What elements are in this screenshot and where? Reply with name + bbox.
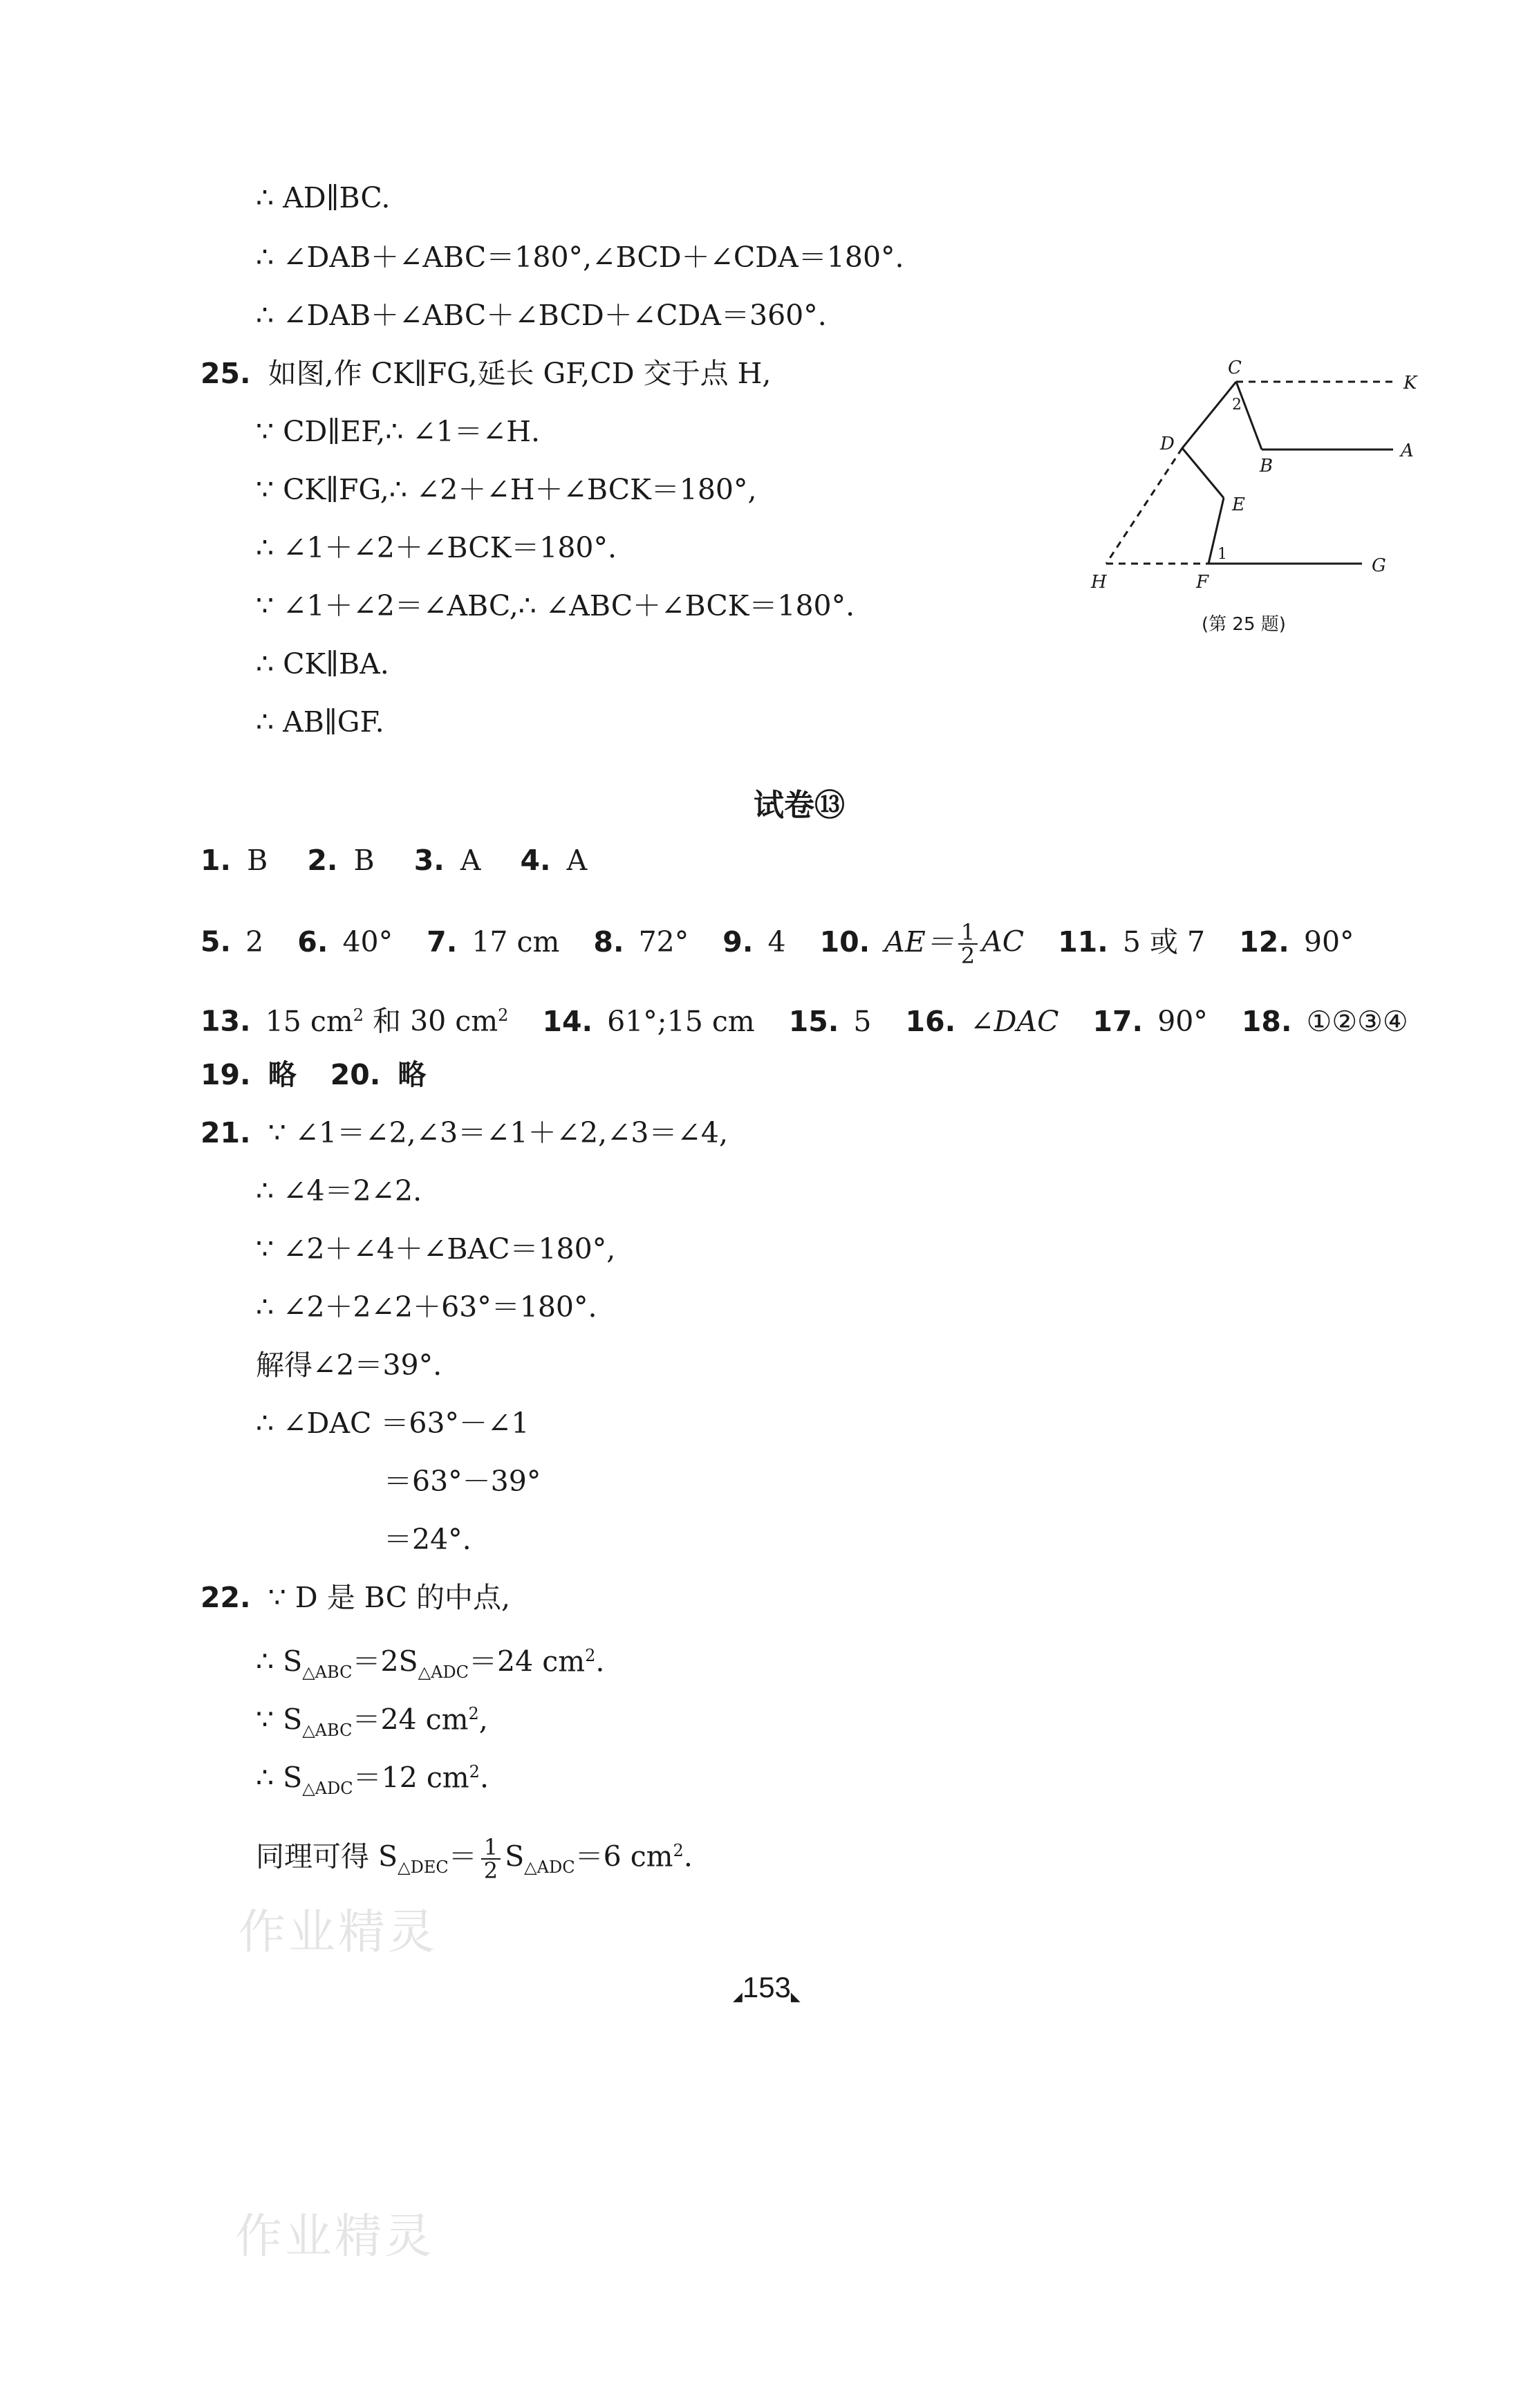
answer-value: 2 bbox=[245, 925, 264, 958]
answer-value: A bbox=[566, 844, 588, 877]
answer-value: 略 bbox=[398, 1058, 427, 1091]
text: ∴ S bbox=[256, 1761, 303, 1795]
superscript: 2 bbox=[673, 1841, 684, 1860]
triangle-left-icon: ◢ bbox=[733, 1990, 743, 2003]
answer-value: AE＝ bbox=[884, 925, 954, 958]
proof-line: ∵ D 是 BC 的中点, bbox=[268, 1581, 511, 1614]
answer-value: 和 30 cm bbox=[364, 1004, 498, 1038]
question-number: 25. bbox=[200, 357, 251, 390]
segment-cd bbox=[1182, 382, 1236, 448]
answer-value: 4 bbox=[767, 925, 786, 958]
answer-number: 3. bbox=[413, 844, 445, 877]
proof-line: ∵ ∠2＋∠4＋∠BAC＝180°, bbox=[256, 1232, 616, 1266]
answer-value: ①②③④ bbox=[1306, 1004, 1408, 1038]
answer-number: 14. bbox=[542, 1004, 593, 1038]
watermark: 作业精灵 bbox=[239, 1905, 438, 1960]
label-b: B bbox=[1260, 456, 1273, 476]
proof-line: ∵ ∠1＝∠2,∠3＝∠1＋∠2,∠3＝∠4, bbox=[268, 1116, 728, 1149]
answer-number: 16. bbox=[905, 1004, 956, 1038]
label-g: G bbox=[1372, 555, 1386, 576]
proof-line: ∴ ∠4＝2∠2. bbox=[256, 1174, 422, 1207]
superscript: 2 bbox=[353, 1006, 364, 1025]
label-k: K bbox=[1403, 373, 1417, 393]
question-21 bbox=[200, 1116, 728, 1149]
answer-value: 61°;15 cm bbox=[607, 1004, 755, 1038]
text: ＝24 cm bbox=[469, 1645, 586, 1678]
question-number: 21. bbox=[200, 1116, 251, 1149]
answer-number: 10. bbox=[819, 925, 870, 958]
answer-number: 15. bbox=[788, 1004, 839, 1038]
proof-line-2: ∴ ∠DAB＋∠ABC＝180°,∠BCD＋∠CDA＝180°. bbox=[256, 241, 904, 274]
text: ＝24 cm bbox=[352, 1703, 469, 1736]
triangle-right-icon: ◣ bbox=[790, 1990, 801, 2003]
figure-caption: (第 25 题) bbox=[1202, 614, 1286, 635]
answer-number: 17. bbox=[1092, 1004, 1144, 1038]
text: 同理可得 S bbox=[256, 1840, 398, 1873]
fraction-denominator: 2 bbox=[960, 943, 976, 969]
superscript: 2 bbox=[585, 1646, 596, 1665]
answer-value: A bbox=[460, 844, 481, 877]
answer-value: 90° bbox=[1157, 1004, 1208, 1038]
answer-value: 略 bbox=[268, 1058, 297, 1091]
answer-value: 5 或 7 bbox=[1122, 925, 1206, 958]
answer-number: 12. bbox=[1239, 925, 1289, 958]
answer-number: 4. bbox=[520, 844, 551, 877]
answer-value: AC bbox=[982, 925, 1025, 958]
answer-value: 17 cm bbox=[472, 925, 560, 958]
proof-line-9: ∴ CK∥BA. bbox=[256, 647, 389, 680]
proof-line-10: ∴ AB∥GF. bbox=[256, 705, 384, 739]
answer-row-4 bbox=[200, 1058, 426, 1091]
proof-line: ∴ ∠2＋2∠2＋63°＝180°. bbox=[256, 1290, 597, 1324]
question-25 bbox=[200, 357, 771, 390]
proof-line: ∴ $S_{\triangle ADC}=12$ $cm^2$. bbox=[256, 1761, 489, 1798]
text: ∴ S bbox=[256, 1645, 303, 1678]
proof-line: ＝24°. bbox=[384, 1523, 472, 1556]
text: ＝6 cm bbox=[575, 1840, 673, 1873]
answer-value: 90° bbox=[1303, 925, 1354, 958]
watermark: 作业精灵 bbox=[235, 2210, 435, 2264]
proof-line-6: ∵ CK∥FG,∴ ∠2＋∠H＋∠BCK＝180°, bbox=[256, 473, 757, 506]
question-text: 如图,作 CK∥FG,延长 GF,CD 交于点 H, bbox=[268, 357, 772, 390]
subscript: △ADC bbox=[418, 1662, 469, 1682]
answer-number: 2. bbox=[307, 844, 338, 877]
text: ∵ S bbox=[256, 1703, 303, 1736]
proof-line-7: ∴ ∠1＋∠2＋∠BCK＝180°. bbox=[256, 531, 617, 564]
segment-cb bbox=[1236, 382, 1262, 450]
answer-value: ∠DAC bbox=[970, 1004, 1059, 1038]
proof-line: ∵ $S_{\triangle ABC}=24$ $cm^2$, bbox=[256, 1703, 488, 1740]
proof-line-5: ∵ CD∥EF,∴ ∠1＝∠H. bbox=[256, 415, 541, 448]
section-title: 试卷⑬ bbox=[754, 788, 845, 823]
answer-number: 9. bbox=[722, 925, 754, 958]
segment-de bbox=[1182, 448, 1224, 498]
text: ＝ bbox=[448, 1840, 477, 1873]
superscript: 2 bbox=[498, 1006, 509, 1025]
answer-value: B bbox=[353, 844, 375, 877]
proof-line: 解得∠2＝39°. bbox=[256, 1349, 442, 1382]
fraction-numerator: 1 bbox=[481, 1836, 501, 1860]
angle-label-2: 2 bbox=[1232, 396, 1242, 414]
answer-row-2 bbox=[200, 921, 1354, 967]
segment-dh bbox=[1106, 448, 1182, 564]
fraction bbox=[481, 1836, 501, 1882]
answer-value: 72° bbox=[638, 925, 689, 958]
proof-line: ＝63°－39° bbox=[384, 1465, 541, 1498]
proof-line-8: ∵ ∠1＋∠2＝∠ABC,∴ ∠ABC＋∠BCK＝180°. bbox=[256, 589, 855, 622]
proof-line: ∴ ∠DAC ＝63°－∠1 bbox=[256, 1407, 530, 1440]
answer-number: 20. bbox=[330, 1058, 381, 1091]
superscript: 2 bbox=[468, 1704, 479, 1723]
text: ＝2S bbox=[352, 1645, 418, 1678]
fraction-numerator: 1 bbox=[958, 921, 978, 945]
answer-number: 19. bbox=[200, 1058, 251, 1091]
text: S bbox=[505, 1840, 525, 1873]
subscript: △ABC bbox=[302, 1720, 353, 1740]
proof-line-1: ∴ AD∥BC. bbox=[256, 181, 391, 214]
answer-number: 7. bbox=[427, 925, 458, 958]
label-e: E bbox=[1232, 494, 1245, 515]
page-number-text: 153 bbox=[742, 1971, 791, 2003]
proof-line-3: ∴ ∠DAB＋∠ABC＋∠BCD＋∠CDA＝360°. bbox=[256, 299, 827, 332]
page-number bbox=[733, 1971, 801, 2004]
text: ＝12 cm bbox=[353, 1761, 469, 1795]
label-c: C bbox=[1228, 358, 1242, 378]
answer-value: B bbox=[247, 844, 268, 877]
question-number: 22. bbox=[200, 1581, 251, 1614]
angle-label-1: 1 bbox=[1217, 546, 1227, 563]
answer-number: 8. bbox=[593, 925, 624, 958]
answer-number: 13. bbox=[200, 1004, 251, 1038]
proof-line: ∴ $S_{\triangle ABC}=2S_{\triangle ADC}=24$ $cm^2$. bbox=[256, 1645, 605, 1682]
answer-number: 5. bbox=[200, 925, 232, 958]
superscript: 2 bbox=[469, 1762, 480, 1781]
label-a: A bbox=[1401, 441, 1414, 461]
answer-row-1 bbox=[200, 844, 587, 877]
answer-number: 18. bbox=[1241, 1004, 1292, 1038]
answer-value: 15 cm bbox=[265, 1004, 353, 1038]
answer-number: 11. bbox=[1058, 925, 1108, 958]
fraction-denominator: 2 bbox=[483, 1858, 498, 1884]
label-d: D bbox=[1160, 434, 1175, 454]
subscript: △ADC bbox=[302, 1778, 353, 1798]
subscript: △ADC bbox=[524, 1857, 575, 1877]
proof-line: 同理可得 $S_{\triangle DEC}=$ $\frac{1}{2}$ $S_{\triangle ADC}=6$ $cm^2$. bbox=[256, 1834, 693, 1884]
question-22 bbox=[200, 1581, 510, 1614]
label-h: H bbox=[1091, 572, 1107, 593]
subscript: △DEC bbox=[398, 1857, 449, 1877]
subscript: △ABC bbox=[302, 1662, 353, 1682]
answer-number: 1. bbox=[200, 844, 232, 877]
answer-value: 40° bbox=[342, 925, 393, 958]
label-f: F bbox=[1196, 572, 1209, 593]
answer-row-3 bbox=[200, 999, 1408, 1038]
answer-value: 5 bbox=[853, 1004, 872, 1038]
answer-number: 6. bbox=[297, 925, 328, 958]
fraction bbox=[958, 921, 978, 967]
geometry-figure bbox=[1079, 353, 1438, 602]
